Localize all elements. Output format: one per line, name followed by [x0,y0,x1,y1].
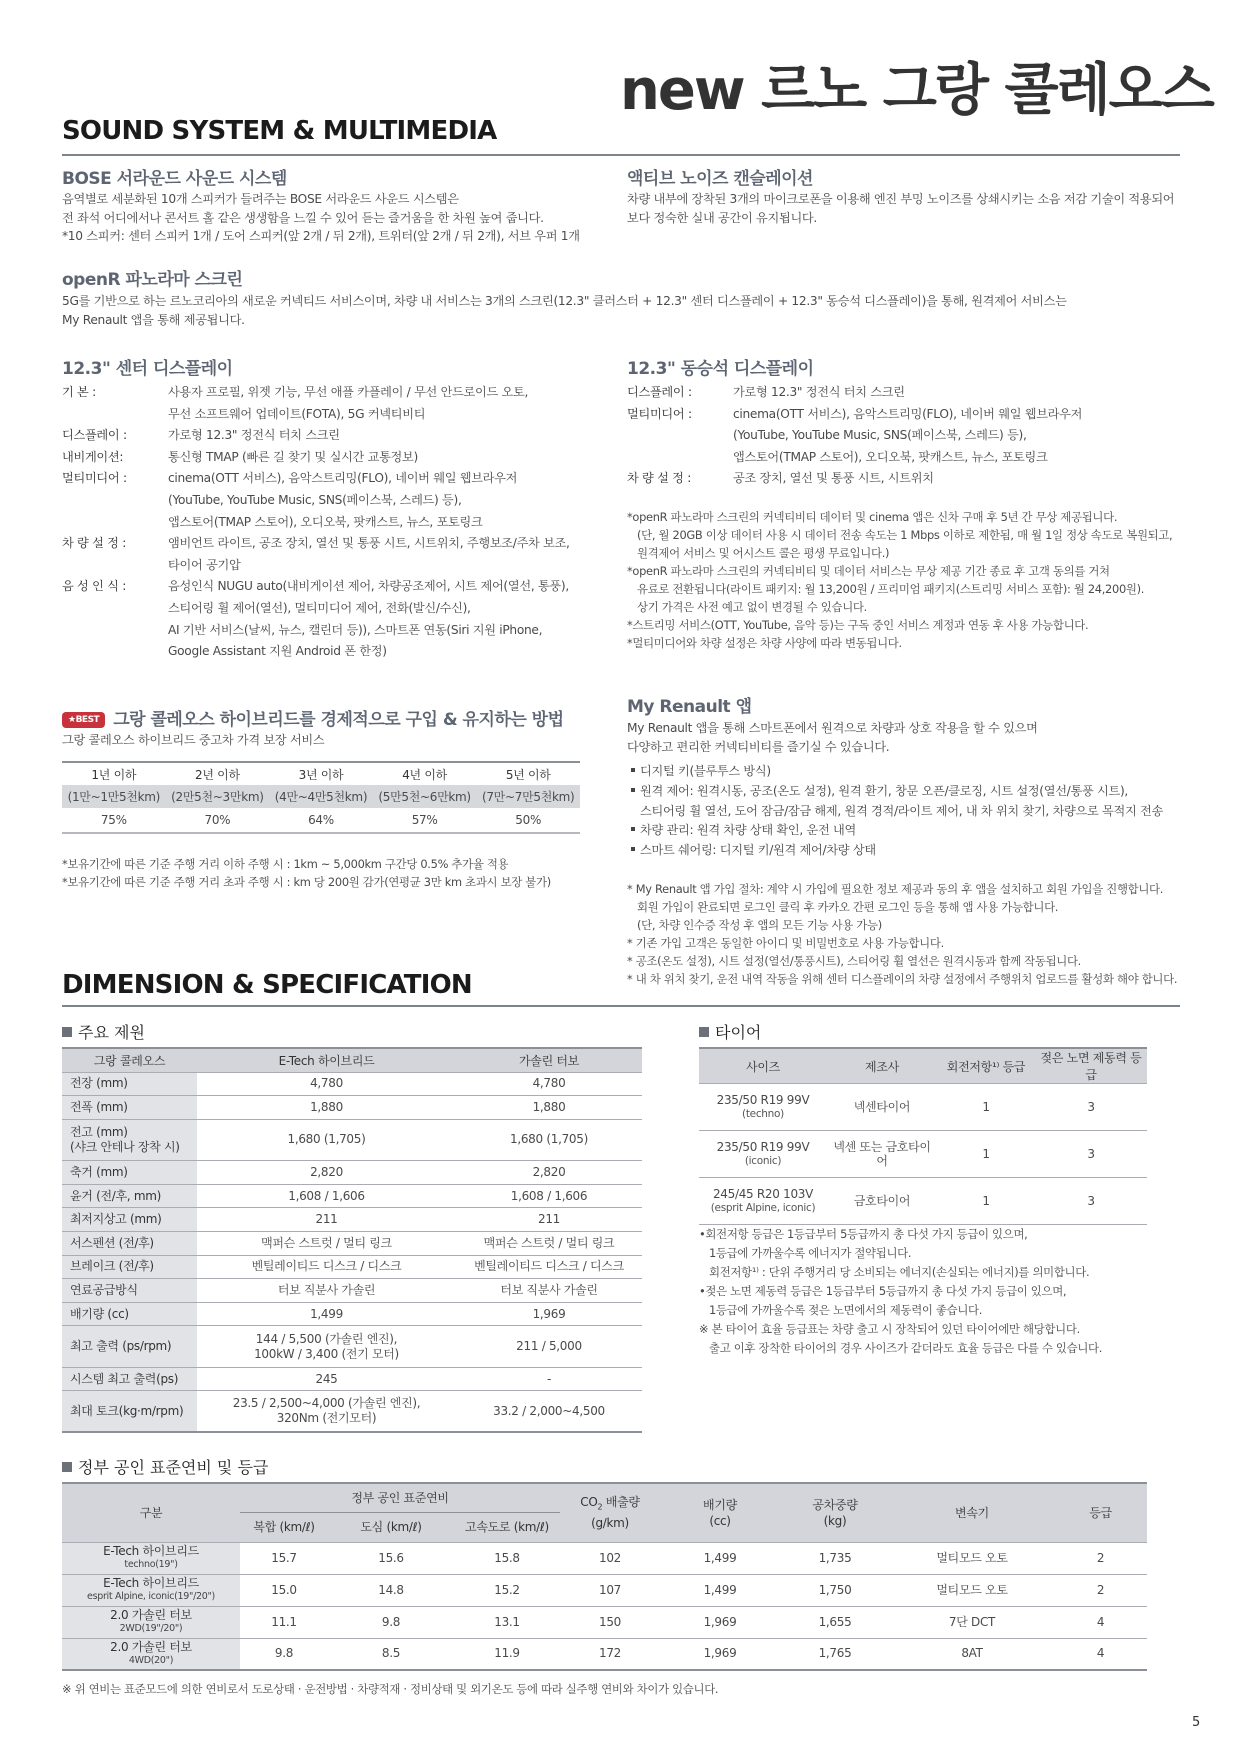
center-display-spec-list [62,382,570,663]
tire-maker: 넥센타이어 [827,1084,937,1131]
header-co2: $CO_2$ 배출량 (g/km) [560,1483,660,1542]
note-line: *멀티미디어와 차량 설정은 차량 사양에 따라 변동됩니다. [627,636,902,650]
period-cell: 2년 이하 [195,767,240,782]
note-line: 회원 가입이 완료되면 로그인 클릭 후 카카오 간편 로그인 등을 통해 앱 사용 가능합니다. [637,900,1059,914]
spec-label-cell: 윤거 (전/후, mm) [62,1184,197,1208]
turbo-value: 33.2 / 2,000~4,500 [456,1391,642,1433]
table-row [62,808,580,833]
trans-value: 멀티모드 오토 [890,1542,1054,1574]
rate-cell: 75% [100,813,127,827]
spec-row [627,382,1082,404]
column-header: E-Tech 하이브리드 [197,1048,456,1072]
spec-label-cell: 최고 출력 (ps/rpm) [62,1326,197,1368]
turbo-value: 1,880 [456,1096,642,1120]
spec-value [733,468,934,490]
spec-label-cell: 전고 (mm) (샤크 안테나 장착 시) [62,1119,197,1161]
distance-cell: (1만~1만5천km) [62,785,166,808]
table-row [62,785,580,808]
table-row [62,1574,1147,1606]
spec-value [168,533,570,576]
table-header-row [62,1048,642,1072]
hybrid-value: 맥퍼슨 스트럿 / 멀티 링크 [197,1231,456,1255]
column-header: 젖은 노면 제동력 등급 [1035,1048,1147,1084]
spec-value-line: 무선 소프트웨어 업데이트(FOTA), 5G 커넥티비티 [168,406,426,421]
trans-value: 7단 DCT [890,1606,1054,1638]
rate-cell: 50% [515,813,542,827]
turbo-value: 맥퍼슨 스트럿 / 멀티 링크 [456,1231,642,1255]
header-combined: 복합 (km/ℓ) [240,1512,328,1542]
hybrid-value: 245 [197,1367,456,1391]
spec-label: 디스플레이 : [62,428,127,443]
spec-value-line: (YouTube, YouTube Music, SNS(페이스북, 스레드) 등), [733,428,1027,443]
table-row [62,1208,642,1232]
bose-heading: BOSE 서라운드 사운드 시스템 [62,169,287,189]
combined-value: 11.1 [240,1606,328,1638]
tires-table [699,1047,1147,1225]
best-heading [62,705,564,730]
tire-trim: (techno) [742,1108,784,1120]
openr-heading: openR 파노라마 스크린 [62,270,243,290]
note-line: •회전저항 등급은 1등급부터 5등급까지 총 다섯 가지 등급이 있으며, [699,1227,1028,1241]
spec-label: 멀티미디어 : [627,406,692,421]
hybrid-value: 211 [197,1208,456,1232]
table-row [62,1184,642,1208]
period-cell: 4년 이하 [402,767,447,782]
note-line: ※ 본 타이어 효율 등급표는 차량 출고 시 장착되어 있던 타이어에만 해당합니다. [699,1322,1080,1336]
weight-value: 1,750 [780,1574,890,1606]
fuel-note: ※ 위 연비는 표준모드에 의한 연비로서 도로상태 · 운전방법 · 차량적재 · 정비상태 및 외기온도 등에 따라 실주행 연비와 차이가 있습니다. [62,1682,719,1696]
weight-value: 1,655 [780,1606,890,1638]
city-value: 14.8 [328,1574,454,1606]
wet-grade: 3 [1035,1131,1147,1178]
combined-value: 9.8 [240,1638,328,1670]
spec-label-cell: 축거 (mm) [62,1161,197,1185]
tire-maker: 금호타이어 [827,1178,937,1225]
co2-value: 102 [560,1542,660,1574]
trans-value: 멀티모드 오토 [890,1574,1054,1606]
disp-value: 1,969 [660,1606,780,1638]
model-trim: 2WD(19"/20") [119,1623,183,1634]
weight-value: 1,735 [780,1542,890,1574]
table-row [62,1606,1147,1638]
center-display-heading: 12.3" 센터 디스플레이 [62,359,233,379]
model-cell [62,1606,240,1638]
period-cell: 5년 이하 [505,767,551,782]
specs-title: 주요 제원 [78,1023,145,1042]
co2-value: 172 [560,1638,660,1670]
anc-heading: 액티브 노이즈 캔슬레이션 [627,169,813,189]
passenger-display-notes [627,508,1172,652]
spec-label: 멀티미디어 : [62,471,127,486]
table-row [62,1161,642,1185]
combined-value: 15.0 [240,1574,328,1606]
table-row [62,1638,1147,1670]
table-row [62,1072,642,1096]
turbo-value: 1,969 [456,1302,642,1326]
table-row [62,1542,1147,1574]
myrenault-heading: My Renault 앱 [627,697,752,717]
spec-value [168,576,569,662]
table-row [62,762,580,785]
spec-label: 차 량 설 정 : [627,471,691,486]
column-header: 사이즈 [699,1048,827,1084]
spec-row [62,576,570,662]
spec-value-line: 사용자 프로필, 위젯 기능, 무선 애플 카플레이 / 무선 안드로이드 오토, [168,385,529,399]
spec-label-cell: 서스펜션 (전/후) [62,1231,197,1255]
note-line: •젖은 노면 제동력 등급은 1등급부터 5등급까지 총 다섯 가지 등급이 있으며, [699,1284,1067,1298]
rate-cell: 70% [204,813,231,827]
wet-grade: 3 [1035,1178,1147,1225]
turbo-value: - [456,1367,642,1391]
text-line: 다양하고 편리한 커넥티비티를 즐기실 수 있습니다. [627,739,890,754]
bullet-icon [631,847,635,851]
rolling-grade: 1 [937,1084,1035,1131]
note-line: * 기존 가입 고객은 동일한 아이디 및 비밀번호로 사용 가능합니다. [627,936,944,950]
hybrid-value: 1,608 / 1,606 [197,1184,456,1208]
text-line: My Renault 앱을 통해 제공됩니다. [62,312,245,327]
header-highway: 고속도로 (km/ℓ) [454,1512,560,1542]
note-line: * 공조(온도 설정), 시트 설정(열선/통풍시트), 스티어링 휠 열선은 원격시동과 함께 작동됩니다. [627,954,1082,968]
note-line: *openR 파노라마 스크린의 커넥티비티 데이터 및 cinema 앱은 신차 구매 후 5년 간 무상 제공됩니다. [627,510,1118,524]
hybrid-value: 1,680 (1,705) [197,1119,456,1161]
header-weight: 공차중량 (kg) [780,1483,890,1542]
spec-value-line: 타이어 공기압 [168,557,241,572]
spec-label: 기 본 : [62,385,96,399]
myrenault-text [627,719,1038,756]
table-row [62,1302,642,1326]
note-line: 출고 이후 장착한 타이어의 경우 사이즈가 같더라도 효율 등급은 다를 수 있습니다. [709,1341,1103,1355]
best-badge: ★BEST [62,712,105,728]
feature-line [631,802,1163,822]
spec-value-line: 통신형 TMAP (빠른 길 찾기 및 실시간 교통정보) [168,449,418,464]
fuel-economy-table [62,1482,1147,1671]
city-value: 9.8 [328,1606,454,1638]
highway-value: 13.1 [454,1606,560,1638]
table-row [62,1391,642,1433]
note-line: (단, 월 20GB 이상 데이터 사용 시 데이터 전송 속도는 1 Mbps 이하로 제한됨, 매 월 1일 정상 속도로 복원되고, [637,528,1173,542]
turbo-value: 2,820 [456,1161,642,1185]
note-line: 1등급에 가까울수록 젖은 노면에서의 제동력이 좋습니다. [709,1303,983,1317]
page-number: 5 [1192,1715,1201,1730]
column-header: 가솔린 터보 [456,1048,642,1072]
fuel-title: 정부 공인 표준연비 및 등급 [78,1458,269,1477]
turbo-value: 벤틸레이티드 디스크 / 디스크 [456,1255,642,1279]
note-line: *openR 파노라마 스크린의 커넥티비티 및 데이터 서비스는 무상 제공 기간 종료 후 고객 동의를 거쳐 [627,564,1110,578]
model-cell [62,1638,240,1670]
model-name: 2.0 가솔린 터보 [110,1639,192,1654]
bullet-icon [631,788,635,792]
table-row [62,1279,642,1303]
wet-grade: 3 [1035,1084,1147,1131]
model-name: E-Tech 하이브리드 [103,1544,199,1558]
openr-text [62,292,1067,329]
turbo-value: 4,780 [456,1072,642,1096]
header-fuel-group: 정부 공인 표준연비 [240,1483,560,1512]
hybrid-value: 터보 직분사 가솔린 [197,1279,456,1303]
feature-text: 스마트 쉐어링: 디지털 키/원격 제어/차량 상태 [640,843,876,858]
highway-value: 11.9 [454,1638,560,1670]
rolling-grade: 1 [937,1131,1035,1178]
myrenault-feature-list [631,762,1163,861]
spec-label: 디스플레이 : [627,385,692,399]
spec-value [168,468,517,533]
hybrid-value: 4,780 [197,1072,456,1096]
best-subtitle: 그랑 콜레오스 하이브리드 중고차 가격 보장 서비스 [62,733,325,747]
tire-size: 235/50 R19 99V [716,1093,810,1107]
text-line: My Renault 앱을 통해 스마트폰에서 원격으로 차량과 상호 작용을 할 수 있으며 [627,721,1038,735]
anc-text [627,190,1174,227]
rate-cell: 64% [308,813,334,827]
model-name: 2.0 가솔린 터보 [110,1608,192,1622]
spec-value [733,404,1082,469]
tire-trim: (esprit Alpine, iconic) [710,1202,816,1214]
passenger-display-spec-list [627,382,1082,490]
column-header: 회전저항¹⁾ 등급 [937,1048,1035,1084]
spec-label-cell: 배기량 (cc) [62,1302,197,1326]
feature-text: 차량 관리: 원격 차량 상태 확인, 운전 내역 [640,823,856,838]
hybrid-value: 144 / 5,500 (가솔린 엔진), 100kW / 3,400 (전기 모터) [197,1326,456,1368]
bullet-icon [631,768,635,772]
sound-section-heading: SOUND SYSTEM & MULTIMEDIA [62,116,497,146]
spec-value [733,382,905,404]
spec-value [168,382,528,425]
spec-label-cell: 연료공급방식 [62,1279,197,1303]
feature-text: 원격 제어: 원격시동, 공조(온도 설정), 원격 환기, 창문 오픈/클로징, 시트 설정(열선/통풍 시트), [640,783,1128,798]
spec-value-line: cinema(OTT 서비스), 음악스트리밍(FLO), 네이버 웨일 웹브라우저 [733,406,1083,421]
header-category: 구분 [62,1483,240,1542]
model-trim: 4WD(20") [128,1654,174,1666]
tire-size-cell [699,1131,827,1178]
highway-value: 15.2 [454,1574,560,1606]
spec-value [168,425,340,447]
dimension-section-heading: DIMENSION & SPECIFICATION [62,970,472,1000]
note-line: *보유기간에 따른 기준 주행 거리 이하 주행 시 : 1km ~ 5,000km 구간당 0.5% 추가율 적용 [62,857,509,871]
feature-line [631,762,1163,782]
divider [62,1005,1180,1007]
spec-row [62,533,570,576]
feature-line [631,782,1163,802]
model-name: E-Tech 하이브리드 [103,1576,199,1590]
spec-value-line: 공조 장치, 열선 및 통풍 시트, 시트위치 [733,471,934,486]
square-bullet-icon [699,1027,709,1037]
co2-value: 150 [560,1606,660,1638]
model-trim: techno(19") [124,1559,178,1570]
period-cell: 1년 이하 [91,767,137,782]
header-transmission: 변속기 [890,1483,1054,1542]
spec-value-line: 스티어링 휠 제어(열선), 멀티미디어 제어, 전화(발신/수신), [168,600,471,615]
tire-size-cell [699,1084,827,1131]
disp-value: 1,499 [660,1574,780,1606]
spec-label-cell: 최대 토크(kg·m/rpm) [62,1391,197,1433]
model-cell [62,1574,240,1606]
bullet-icon [631,827,635,831]
myrenault-notes [627,880,1177,988]
hybrid-value: 1,880 [197,1096,456,1120]
note-line: 원격제어 서비스 및 어시스트 콜은 평생 무료입니다.) [637,546,890,560]
table-row [699,1178,1147,1225]
spec-value-line: 앰비언트 라이트, 공조 장치, 열선 및 통풍 시트, 시트위치, 주행보조/주차 보조, [168,536,570,551]
rolling-grade: 1 [937,1178,1035,1225]
column-header: 제조사 [827,1048,937,1084]
table-row [62,1119,642,1161]
table-row [62,1096,642,1120]
hybrid-value: 2,820 [197,1161,456,1185]
spec-value-line: 가로형 12.3" 정전식 터치 스크린 [733,385,905,399]
city-value: 8.5 [328,1638,454,1670]
note-line: *스트리밍 서비스(OTT, YouTube, 음악 등)는 구독 중인 서비스 계정과 연동 후 사용 가능합니다. [627,618,1089,632]
note-line: * My Renault 앱 가입 절차: 계약 시 가입에 필요한 정보 제공과 동의 후 앱을 설치하고 회원 가입을 진행합니다. [627,882,1164,896]
spec-label-cell: 전장 (mm) [62,1072,197,1096]
spec-value-line: 음성인식 NUGU auto(내비게이션 제어, 차량공조제어, 시트 제어(열선, 통풍), [168,579,569,594]
spec-value-line: (YouTube, YouTube Music, SNS(페이스북, 스레드) 등), [168,492,462,507]
turbo-value: 터보 직분사 가솔린 [456,1279,642,1303]
model-trim: esprit Alpine, iconic(19"/20") [87,1591,215,1602]
spec-label: 차 량 설 정 : [62,536,126,551]
turbo-value: 211 / 5,000 [456,1326,642,1368]
table-row [62,1326,642,1368]
text-line: 차량 내부에 장착된 3개의 마이크로폰을 이용해 엔진 부밍 노이즈를 상쇄시키는 소음 저감 기술이 적용되어 [627,192,1175,206]
turbo-value: 1,608 / 1,606 [456,1184,642,1208]
tire-trim: (iconic) [744,1155,782,1167]
spec-value-line: 앱스토어(TMAP 스토어), 오디오북, 팟캐스트, 뉴스, 포토링크 [168,514,483,529]
grade-value: 2 [1054,1574,1147,1606]
tire-size-cell [699,1178,827,1225]
header-displacement: 배기량 (cc) [660,1483,780,1542]
text-line: 보다 정숙한 실내 공간이 유지됩니다. [627,210,817,225]
disp-value: 1,969 [660,1638,780,1670]
city-value: 15.6 [328,1542,454,1574]
tire-size: 245/45 R20 103V [712,1187,814,1201]
turbo-value: 1,680 (1,705) [456,1119,642,1161]
spec-label-cell: 최저지상고 (mm) [62,1208,197,1232]
best-title: 그랑 콜레오스 하이브리드를 경제적으로 구입 & 유지하는 방법 [113,710,564,730]
table-header-row [699,1048,1147,1084]
spec-value [168,447,418,469]
table-row [62,1367,642,1391]
specs-heading [62,1020,145,1043]
grade-value: 4 [1054,1638,1147,1670]
tires-title: 타이어 [715,1023,762,1042]
note-line: 유료로 전환됩니다(라이트 패키지: 월 13,200원 / 프리미엄 패키지(스트리밍 서비스 포함): 월 24,200원). [637,582,1145,596]
model-cell [62,1542,240,1574]
period-cell: 3년 이하 [298,767,344,782]
hybrid-value: 벤틸레이티드 디스크 / 디스크 [197,1255,456,1279]
spec-label: 내비게이션: [62,449,124,464]
note-line: * 내 차 위치 찾기, 운전 내역 작동을 위해 센터 디스플레이의 차량 설정에서 주행위치 업로드를 활성화 해야 합니다. [627,972,1178,986]
feature-text: 스티어링 휠 열선, 도어 잠금/잠금 해제, 원격 경적/라이트 제어, 내 차 위치 찾기, 차량으로 목적지 전송 [640,803,1163,818]
price-guarantee-table [62,761,580,834]
spec-value-line: 가로형 12.3" 정전식 터치 스크린 [168,428,340,443]
trans-value: 8AT [890,1638,1054,1670]
spec-label-cell: 시스템 최고 출력(ps) [62,1367,197,1391]
hybrid-value: 1,499 [197,1302,456,1326]
text-line: 전 좌석 어디에서나 콘서트 홀 같은 생생함을 느낄 수 있어 듣는 즐거움을 한 차원 높여 줍니다. [62,210,544,225]
fuel-heading [62,1455,268,1478]
text-line: *10 스피커: 센터 스피커 1개 / 도어 스피커(앞 2개 / 뒤 2개), 트위터(앞 2개 / 뒤 2개), 서브 우퍼 1개 [62,229,580,243]
text-line: 음역별로 세분화된 10개 스피커가 들려주는 BOSE 서라운드 사운드 시스템은 [62,192,459,206]
square-bullet-icon [62,1027,72,1037]
distance-cell: (5만5천~6만km) [373,785,477,808]
spec-row [627,404,1082,469]
spec-label-cell: 전폭 (mm) [62,1096,197,1120]
text-line: 5G를 기반으로 하는 르노코리아의 새로운 커넥티드 서비스이며, 차량 내 서비스는 3개의 스크린(12.3" 클러스터 + 12.3" 센터 디스플레이 + 12.3" 동승석 디스플레이)을 통해, 원격제어 서비스는 [62,294,1067,308]
spec-label-cell: 브레이크 (전/후) [62,1255,197,1279]
co2-value: 107 [560,1574,660,1606]
spec-row [62,447,570,469]
disp-value: 1,499 [660,1542,780,1574]
distance-cell: (2만5천~3만km) [166,785,270,808]
rate-cell: 57% [411,813,438,827]
column-header: 그랑 콜레오스 [62,1048,197,1072]
spec-value-line: cinema(OTT 서비스), 음악스트리밍(FLO), 네이버 웨일 웹브라우저 [168,471,518,486]
turbo-value: 211 [456,1208,642,1232]
spec-row [62,382,570,425]
hybrid-value: 23.5 / 2,500~4,000 (가솔린 엔진), 320Nm (전기모터) [197,1391,456,1433]
page-title: new 르노 그랑 콜레오스 [620,58,1213,123]
distance-cell: (7만~7만5천km) [476,785,580,808]
main-specs-table [62,1047,642,1433]
note-line: 상기 가격은 사전 예고 없이 변경될 수 있습니다. [637,600,867,614]
table-row [62,1231,642,1255]
combined-value: 15.7 [240,1542,328,1574]
spec-label: 음 성 인 식 : [62,579,126,594]
passenger-display-heading: 12.3" 동승석 디스플레이 [627,359,814,379]
note-line: 회전저항¹⁾ : 단위 주행거리 당 소비되는 에너지(손실되는 에너지)를 의미합니다. [709,1265,1090,1279]
grade-value: 2 [1054,1542,1147,1574]
tire-size: 235/50 R19 99V [716,1140,810,1154]
spec-row [627,468,1082,490]
note-line: *보유기간에 따른 기준 주행 거리 초과 주행 시 : km 당 200원 감가(연평균 3만 km 초과시 보장 불가) [62,875,551,889]
spec-row [62,425,570,447]
feature-line [631,841,1163,861]
spec-value-line: AI 기반 서비스(날씨, 뉴스, 캘린더 등)), 스마트폰 연동(Siri 지원 iPhone, [168,622,543,637]
grade-value: 4 [1054,1606,1147,1638]
distance-cell: (4만~4만5천km) [269,785,373,808]
header-city: 도심 (km/ℓ) [328,1512,454,1542]
square-bullet-icon [62,1462,72,1472]
tire-notes [699,1225,1102,1358]
tires-heading [699,1020,761,1043]
best-notes [62,855,551,891]
tire-maker: 넥센 또는 금호타이어 [827,1131,937,1178]
header-grade: 등급 [1054,1483,1147,1542]
note-line: (단, 차량 인수증 작성 후 앱의 모든 기능 사용 가능) [637,918,882,932]
weight-value: 1,765 [780,1638,890,1670]
highway-value: 15.8 [454,1542,560,1574]
note-line: 1등급에 가까울수록 에너지가 절약됩니다. [709,1246,912,1260]
feature-text: 디지털 키(블루투스 방식) [640,764,771,778]
spec-value-line: Google Assistant 지원 Android 폰 한정) [168,644,387,659]
bose-text [62,190,580,246]
table-row [699,1131,1147,1178]
table-row [62,1255,642,1279]
spec-row [62,468,570,533]
feature-line [631,821,1163,841]
spec-value-line: 앱스토어(TMAP 스토어), 오디오북, 팟캐스트, 뉴스, 포토링크 [733,449,1048,464]
table-row [699,1084,1147,1131]
divider [62,154,1180,156]
